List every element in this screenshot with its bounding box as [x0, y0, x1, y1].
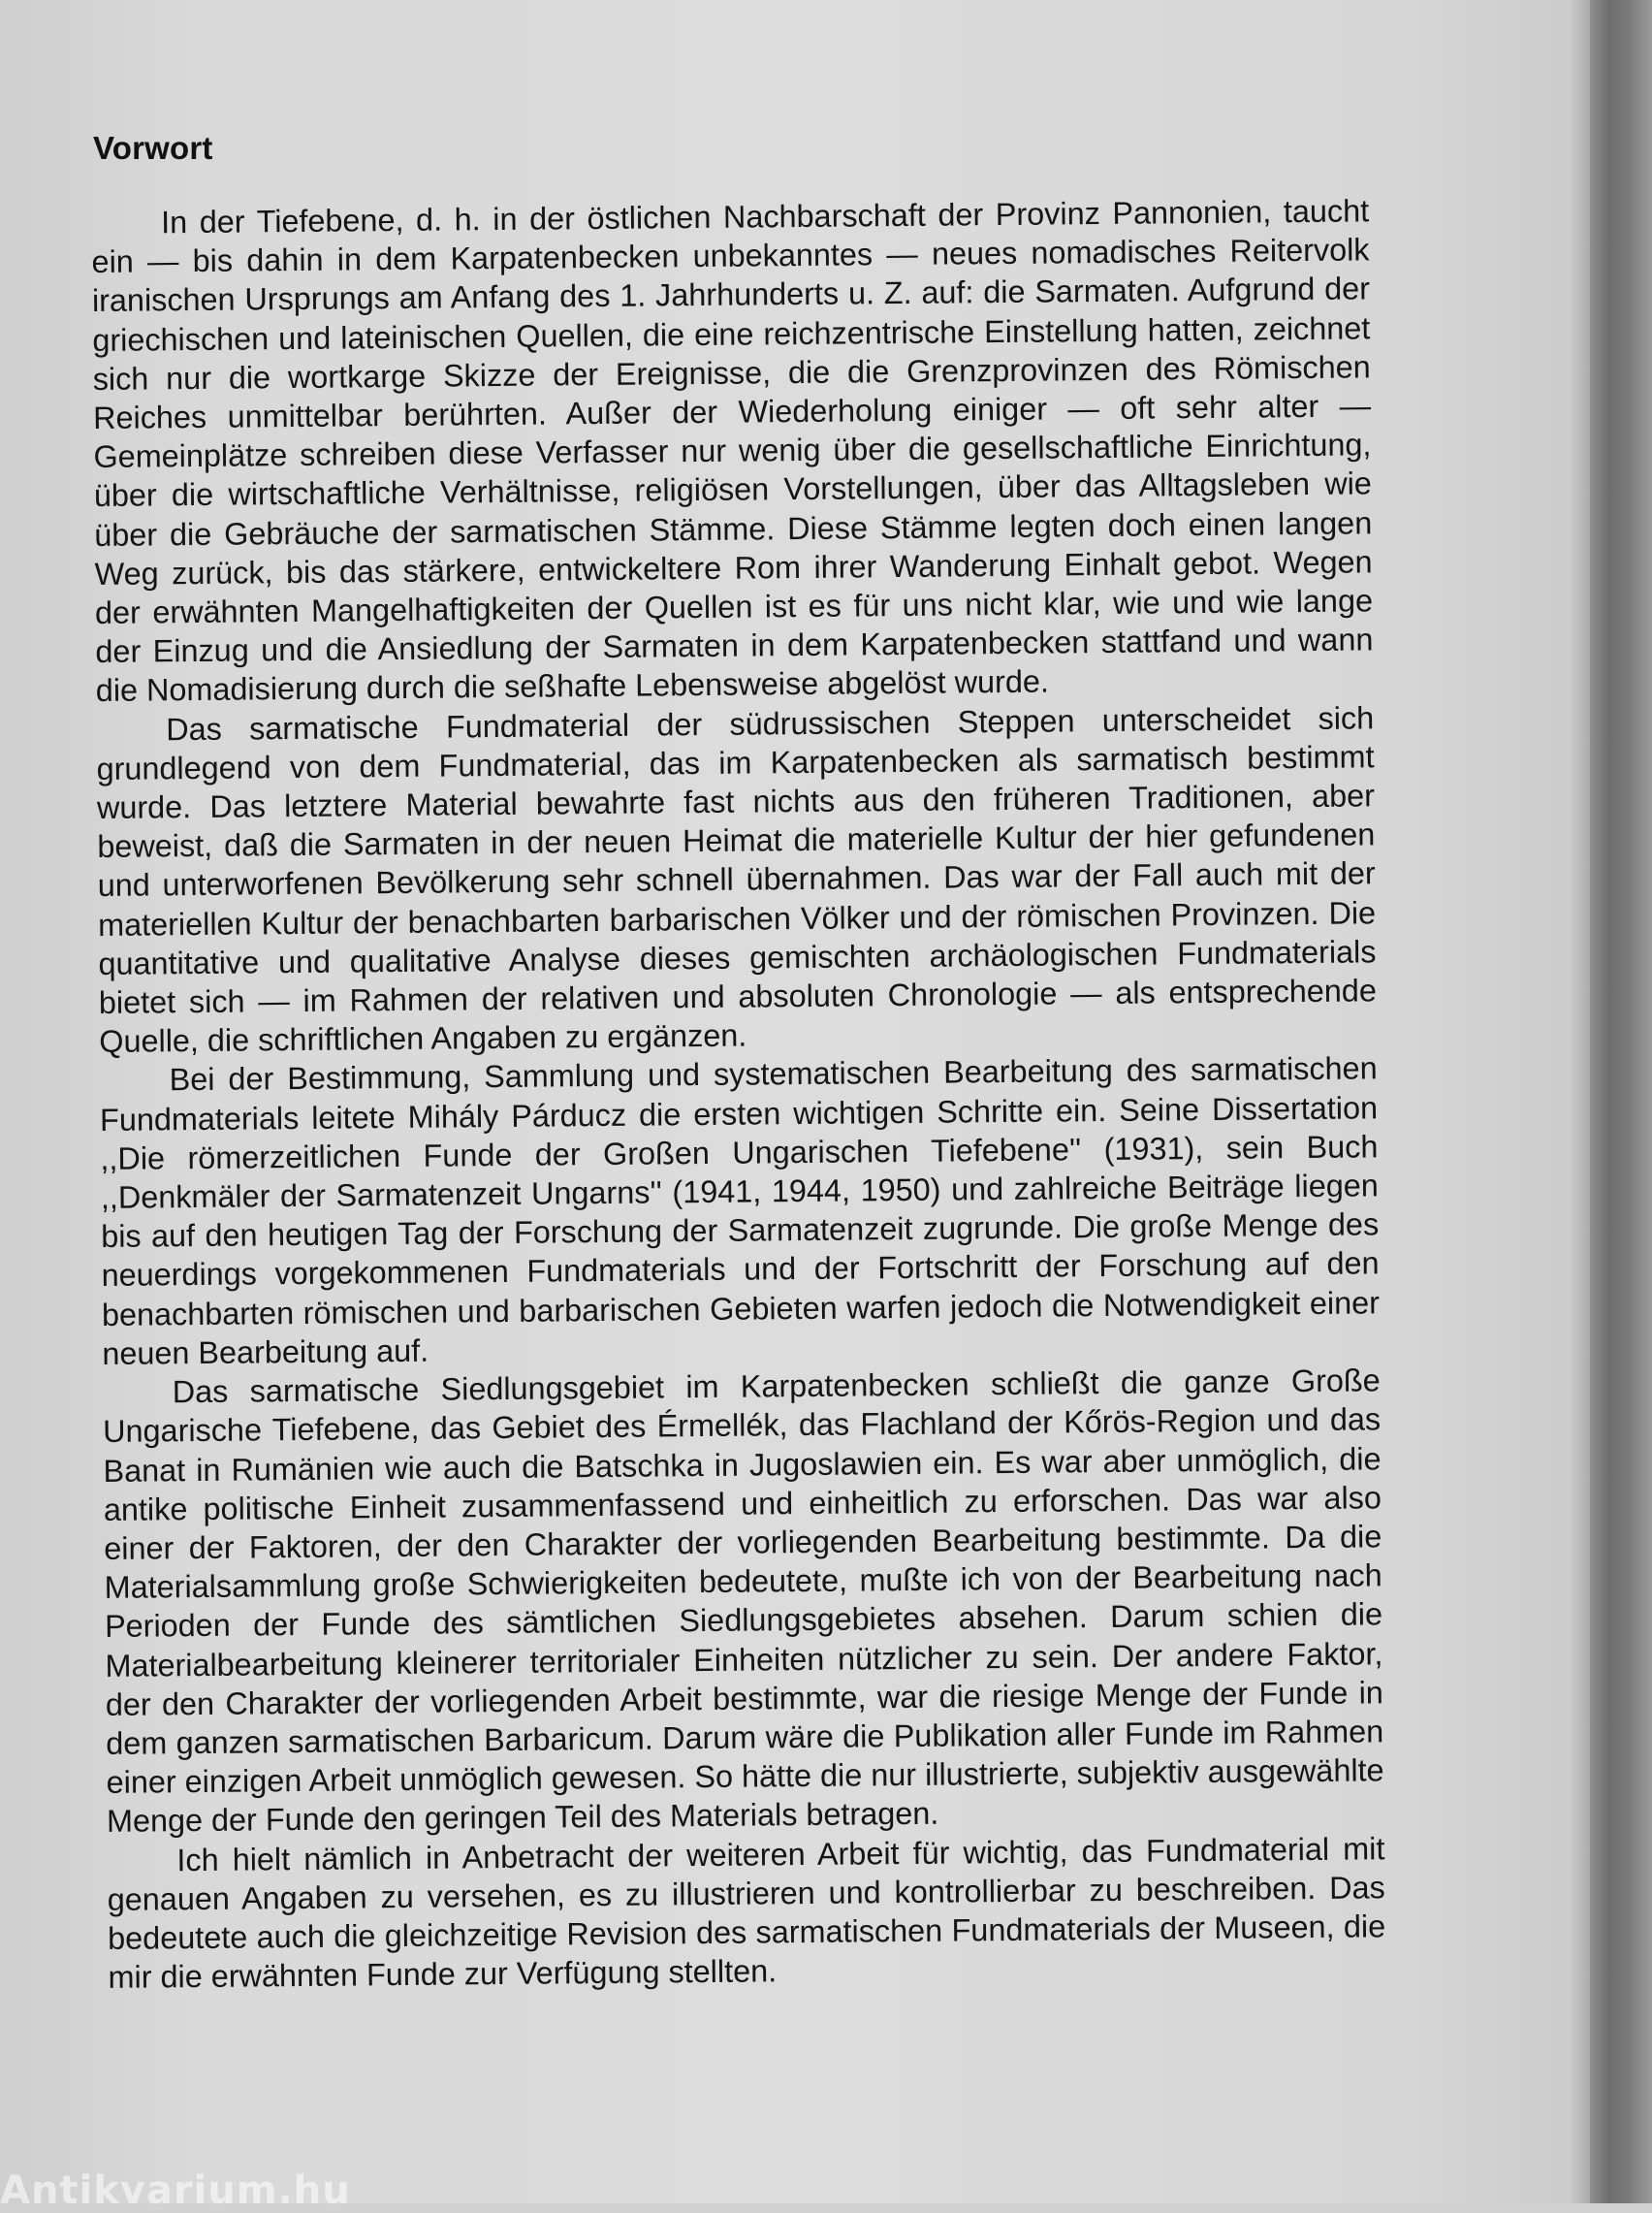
book-spine-edge: [1590, 0, 1652, 2203]
paragraph-3: Bei der Bestimmung, Sammlung und systematischen Bearbeitung des sarmatischen Fundmaterials leitete Mihály Párducz die ersten wichtigen Schritte ein. Seine Dissertation ,,Die römerzeitlichen Funde der Großen Ungarischen Tiefebene'' (1931), sein Buch ,,Denkmäler der Sarmatenzeit Ungarns'' (1941, 1944, 1950) und zahlreiche Beiträge liegen bis auf den heutigen Tag der Forschung der Sarmatenzeit zugrunde. Die große Menge des neuerdings vorgekommenen Fundmaterials und der Fortschritt der Forschung auf den benachbarten römischen und barbarischen Gebieten warfen jedoch die Notwendigkeit einer neuen Bearbeitung auf.: [99, 1050, 1381, 1371]
page-heading: Vorwort: [93, 130, 213, 167]
paragraph-2: Das sarmatische Fundmaterial der südrussischen Steppen unterscheidet sich grundlegend von dem Fundmaterial, das im Karpatenbecken als sarmatisch bestimmt wurde. Das letztere Material bewahrte fast nichts aus den früheren Traditionen, aber beweist, daß die Sarmaten in der neuen Heimat die materielle Kultur der hier gefundenen und unterworfenen Bevölkerung sehr schnell übernahmen. Das war der Fall auch mit der materiellen Kultur der benachbarten barbarischen Völker und der römischen Provinzen. Die quantitative und qualitative Analyse dieses gemischten archäologischen Fundmaterials bietet sich — im Rahmen der relativen und absoluten Chronologie — als entsprechende Quelle, die schriftlichen Angaben zu ergänzen.: [96, 699, 1378, 1060]
body-text: [91, 191, 1386, 1997]
paragraph-5: Ich hielt nämlich in Anbetracht der weiteren Arbeit für wichtig, das Fundmaterial mit genauen Angaben zu versehen, es zu illustrieren und kontrollierbar zu beschreiben. Das bedeutete auch die gleichzeitige Revision des sarmatischen Fundmaterials der Museen, die mir die erwähnten Funde zur Verfügung stellten.: [107, 1830, 1386, 1996]
watermark-logo: Antikvarium.hu: [0, 2168, 351, 2213]
paragraph-1: In der Tiefebene, d. h. in der östlichen Nachbarschaft der Provinz Pannonien, taucht ein — bis dahin in dem Karpatenbecken unbekanntes — neues nomadisches Reitervolk iranischen Ursprungs am Anfang des 1. Jahrhunderts u. Z. auf: die Sarmaten. Aufgrund der griechischen und lateinischen Quellen, die eine reichzentrische Einstellung hatten, zeichnet sich nur die wortkarge Skizze der Ereignisse, die die Grenzprovinzen des Römischen Reiches unmittelbar berührten. Außer der Wiederholung einiger — oft sehr alter — Gemeinplätze schreiben diese Verfasser nur wenig über die gesellschaftliche Einrichtung, über die wirtschaftliche Verhältnisse, religiösen Vorstellungen, über das Alltagsleben wie über die Gebräuche der sarmatischen Stämme. Diese Stämme legten doch einen langen Weg zurück, bis das stärkere, entwickeltere Rom ihrer Wanderung Einhalt gebot. Wegen der erwähnten Mangelhaftigkeiten der Quellen ist es für uns nicht klar, wie und wie lange der Einzug und die Ansiedlung der Sarmaten in dem Karpatenbecken stattfand und wann die Nomadisierung durch die seßhafte Lebensweise abgelöst wurde.: [91, 193, 1374, 709]
paragraph-4: Das sarmatische Siedlungsgebiet im Karpatenbecken schließt die ganze Große Ungarische Tiefebene, das Gebiet des Érmellék, das Flachland der Kőrös-Region und das Banat in Rumänien wie auch die Batschka in Jugoslawien ein. Es war aber unmöglich, die antike politische Einheit zusammenfassend und einheitlich zu erforschen. Das war also einer der Faktoren, der den Charakter der vorliegenden Bearbeitung bestimmte. Da die Materialsammlung große Schwierigkeiten bedeutete, mußte ich von der Bearbeitung nach Perioden der Funde des sämtlichen Siedlungsgebietes absehen. Darum schien die Materialbearbeitung kleinerer territorialer Einheiten nützlicher zu sein. Der andere Faktor, der den Charakter der vorliegenden Arbeit bestimmte, war die riesige Menge der Funde in dem ganzen sarmatischen Barbaricum. Darum wäre die Publikation aller Funde im Rahmen einer einzigen Arbeit unmöglich gewesen. So hätte die nur illustrierte, subjektiv ausgewählte Menge der Funde den geringen Teil des Materials betragen.: [102, 1363, 1384, 1840]
